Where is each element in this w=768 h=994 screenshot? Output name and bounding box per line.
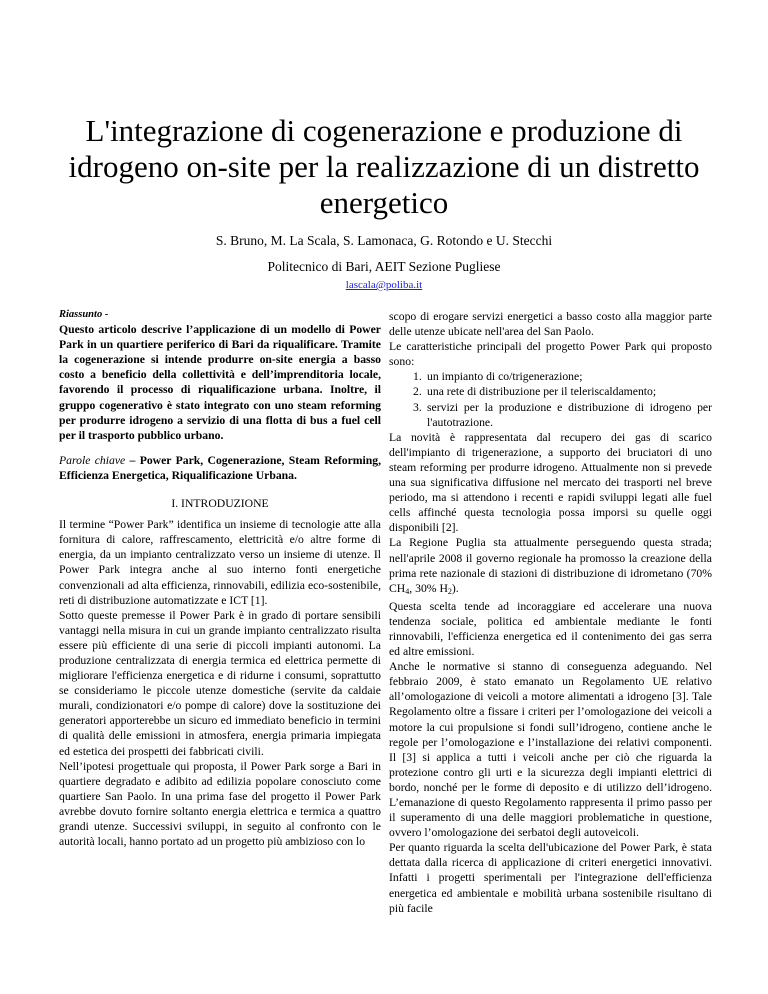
right-paragraph-7: Per quanto riguarda la scelta dell'ubicazione del Power Park, è stata dettata dalla ricerca di applicazione di criteri energetici innovativi. Infatti i progetti sperimentali per l'integrazione dell'efficienza energetica ed ambientale e mobilità urbana sostenibile risultano di più facile [389,841,712,915]
list-item: 1. un impianto di co/trigenerazione; [413,370,583,384]
abstract-text: Questo articolo descrive l’applicazione di un modello di Power Park in un quartiere periferico di Bari da riqualificare. Tramite la cogenerazione si intende produrre on-site energia a basso costo a beneficio della collettività e dell’imprenditoria locale, favorendo il processo di riqualificazione urbana. Inoltre, il gruppo cogenerativo è stato integrato con uno steam reforming per produrre idrogeno a servizio di una flotta di bus a fuel cell per il trasporto pubblico urbano. [59,323,381,442]
intro-paragraph-3: Nell’ipotesi progettuale qui proposta, il Power Park sorge a Bari in quartiere degradato e adibito ad edilizia popolare conosciuto come quartiere San Paolo. In una prima fase del progetto il Power Park avrebbe dovuto fornire soltanto energia elettrica e termica a quattro grandi utenze. Successivi sviluppi, in seguito al confronto con le autorità locali, hanno portato ad un progetto più ambizioso con lo [59,759,381,849]
abstract-label: Riassunto - [59,309,109,320]
left-column [59,307,381,849]
right-paragraph-3: La novità è rappresentata dal recupero dei gas di scarico dell'impianto di trigenerazione, a supporto dei bruciatori di uno steam reforming per produrre idrogeno. Attualmente non si prevede una sua significativa diffusione nel mercato dei trasporti nel breve periodo, ma si attendono i recenti e rapidi sviluppi legati alle fuel cells affinché questa tecnologia possa imporsi su quelle oggi disponibili [2]. [389,430,712,535]
features-list [389,369,712,429]
list-item: 3. servizi per la produzione e distribuzione di idrogeno per l'autotrazione. [413,400,712,429]
intro-paragraph-1: Il termine “Power Park” identifica un insieme di tecnologie atte alla fornitura di calore, raffrescamento, elettricità e/o altre forme di energia, da un impianto centralizzato verso un insieme di utenze. Il Power Park integra anche al suo interno fonti energetiche convenzionali ad alta efficienza, rinnovabili, edilizia eco-sostenibile, reti di distribuzione automatizzate e ICT [1]. [59,518,381,607]
right-paragraph-6: Anche le normative si stanno di conseguenza adeguando. Nel febbraio 2009, è stato emanato un Regolamento UE relativo all’omologazione di veicoli a motore alimentati a idrogeno [3]. Tale Regolamento oltre a fissare i criteri per l’omologazione dei veicoli a motore la cui propulsione si fondi sull’idrogeno, contiene anche le regole per l’omologazione e l’installazione dei relativi componenti. Il [3] si applica a tutti i veicoli anche per ciò che riguarda la protezione contro gli urti e la sicurezza degli impianti elettrici di bordo, nonché per le forme di deposito e di utilizzo dell’idrogeno. L’emanazione di questo Regolamento rappresenta il primo passo per il superamento di una delle maggiori problematiche in questione, ovvero l’omologazione dei serbatoi degli autoveicoli. [389,660,712,840]
keywords-text: – Power Park, Cogenerazione, Steam Reforming, Efficienza Energetica, Riqualificazione Urbana. [59,453,382,482]
right-column [389,309,712,916]
paper-title: L'integrazione di cogenerazione e produzione di idrogeno on-site per la realizzazione di un distretto energetico [68,113,700,220]
right-paragraph-5: Questa scelta tende ad incoraggiare ed accelerare una nuova tendenza sociale, politica ed ambientale mediante le fonti rinnovabili, l'efficienza energetica ed il contenimento dei gas serra ed altre emissioni. [389,599,712,659]
right-paragraph-4: La Regione Puglia sta attualmente perseguendo questa strada; nell'aprile 2008 il governo regionale ha promosso la creazione della prima rete nazionale di stazioni di distribuzione di idrometano (70% $CH_4$, 30% $H_2$). [389,536,712,596]
affiliation: Politecnico di Bari, AEIT Sezione Pugliese [267,259,501,274]
right-paragraph-2: Le caratteristiche principali del progetto Power Park qui proposto sono: [389,340,712,369]
keywords-label: Parole chiave [59,453,126,467]
list-item: 2. una rete di distribuzione per il teleriscaldamento; [413,385,657,399]
intro-paragraph-2: Sotto queste premesse il Power Park è in grado di portare sensibili vantaggi nella misura in cui un grande impianto centralizzato risulta essere più efficiente di una serie di piccoli impianti autonomi. La produzione centralizzata di energia termica ed elettrica permette di migliorare l'efficienza energetica e di ridurne i consumi, soprattutto se consideriamo le piccole utenze domestiche (servite da caldaie murali, condizionatori e/o pompe di calore) dove la sostituzione dei generatori apporterebbe un sicuro ed immediato beneficio in termini di qualità delle emissioni in atmosfera, energia primaria impiegata ed estetica dei prospetti dei fabbricati civili. [59,608,381,758]
keywords [59,453,381,483]
email-line [0,279,768,291]
right-paragraph-1: scopo di erogare servizi energetici a basso costo alla maggior parte delle utenze ubicate nell'area del San Paolo. [389,310,712,339]
section-heading: I. INTRODUZIONE [171,497,269,511]
authors: S. Bruno, M. La Scala, S. Lamonaca, G. Rotondo e U. Stecchi [215,233,553,248]
email-link[interactable]: lascala@poliba.it [345,279,423,291]
